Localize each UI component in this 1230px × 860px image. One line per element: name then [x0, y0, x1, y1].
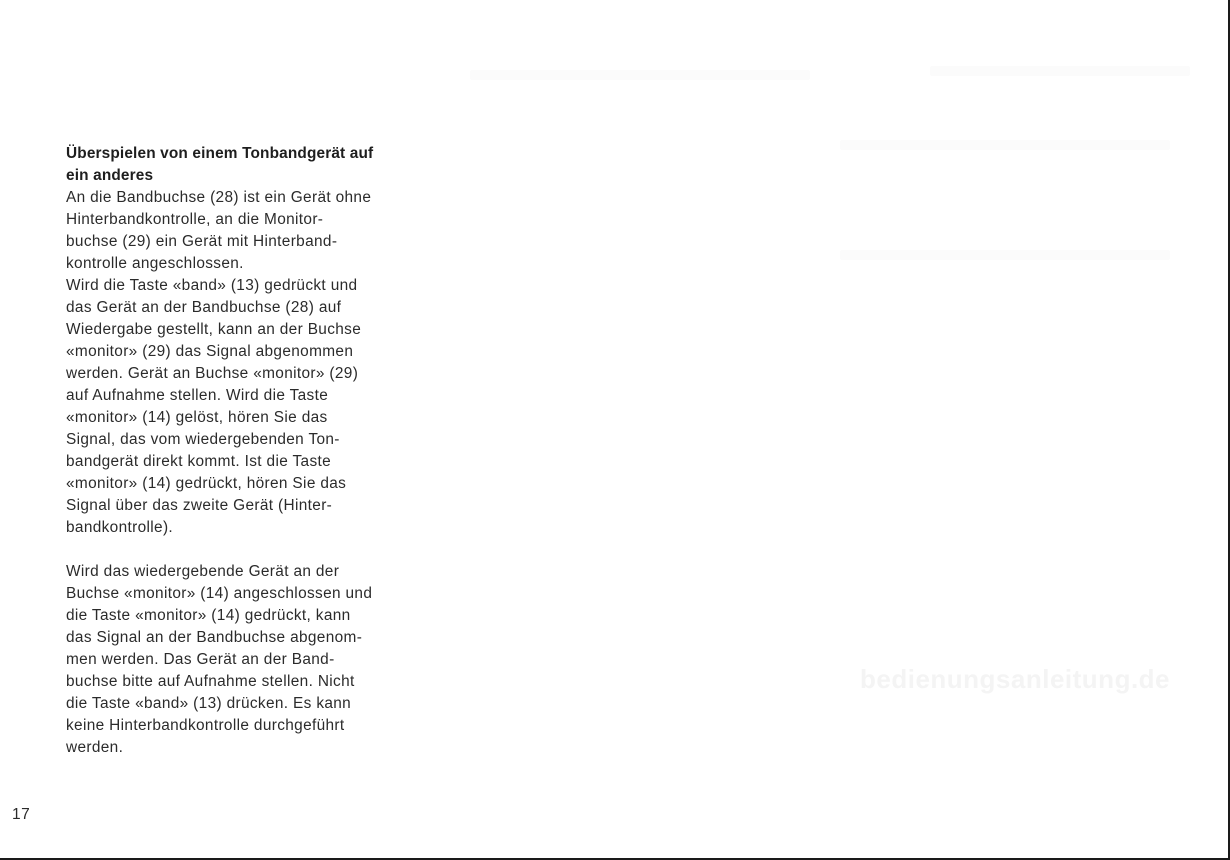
paragraph-2-line: men werden. Das Gerät an der Band-: [66, 651, 335, 668]
paragraph-2-line: die Taste «monitor» (14) gedrückt, kann: [66, 607, 351, 624]
paragraph-1-line: bandgerät direkt kommt. Ist die Taste: [66, 453, 332, 470]
paragraph-2-line: buchse bitte auf Aufnahme stellen. Nicht: [66, 673, 355, 690]
paragraph-1-line: Signal über das zweite Gerät (Hinter-: [66, 497, 333, 514]
watermark: bedienungsanleitung.de: [860, 664, 1171, 694]
section-heading-line: ein anderes: [66, 167, 154, 184]
paragraph-1-line: An die Bandbuchse (28) ist ein Gerät ohne: [66, 189, 372, 206]
bleed-through-mark: [470, 70, 810, 80]
paragraph-1-line: «monitor» (29) das Signal abgenommen: [66, 343, 354, 360]
section-heading-line: Überspielen von einem Tonbandgerät auf: [66, 145, 374, 162]
paragraph-1-line: kontrolle angeschlossen.: [66, 255, 244, 272]
paragraph-2-line: die Taste «band» (13) drücken. Es kann: [66, 695, 352, 712]
paragraph-2-line: das Signal an der Bandbuchse abgenom-: [66, 629, 363, 646]
paragraph-1-line: auf Aufnahme stellen. Wird die Taste: [66, 387, 329, 404]
bleed-through-mark: [840, 250, 1170, 260]
paragraph-2-line: werden.: [66, 739, 124, 756]
paragraph-1-line: «monitor» (14) gelöst, hören Sie das: [66, 409, 328, 426]
paragraph-1-line: bandkontrolle).: [66, 519, 174, 536]
paragraph-1-line: Signal, das vom wiedergebenden Ton-: [66, 431, 340, 448]
paragraph-2-line: Wird das wiedergebende Gerät an der: [66, 563, 340, 580]
paragraph-1-line: Hinterbandkontrolle, an die Monitor-: [66, 211, 324, 228]
paragraph-1-line: Wird die Taste «band» (13) gedrückt und: [66, 277, 358, 294]
paragraph-gap: [66, 539, 428, 561]
text-column: [66, 143, 428, 759]
bleed-through-mark: [840, 140, 1170, 150]
paragraph-2-line: keine Hinterbandkontrolle durchgeführt: [66, 717, 345, 734]
paragraph-1-line: werden. Gerät an Buchse «monitor» (29): [66, 365, 359, 382]
paragraph-2-line: Buchse «monitor» (14) angeschlossen und: [66, 585, 373, 602]
paragraph-1-line: «monitor» (14) gedrückt, hören Sie das: [66, 475, 347, 492]
bleed-through-mark: [930, 66, 1190, 76]
paragraph-1-line: Wiedergabe gestellt, kann an der Buchse: [66, 321, 362, 338]
page-number: 17: [12, 806, 31, 823]
paragraph-1-line: buchse (29) ein Gerät mit Hinterband-: [66, 233, 338, 250]
paragraph-1-line: das Gerät an der Bandbuchse (28) auf: [66, 299, 342, 316]
